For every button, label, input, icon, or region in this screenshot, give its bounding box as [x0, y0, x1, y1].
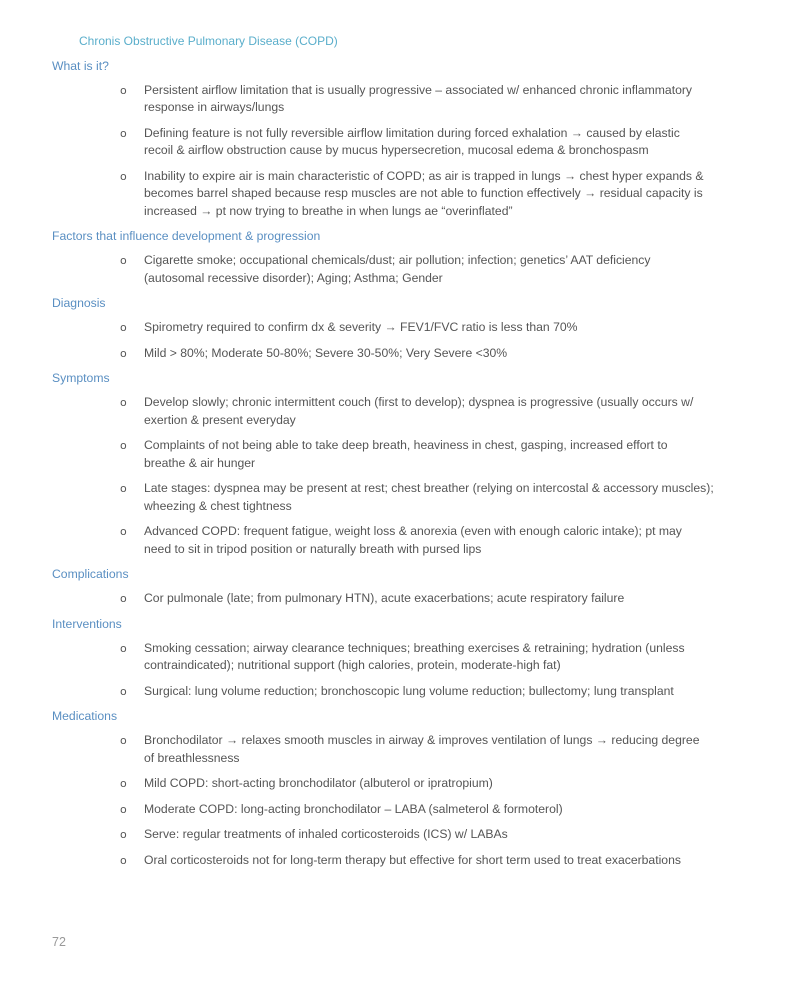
section-heading: Interventions [52, 616, 122, 631]
section-heading: Medications [52, 709, 118, 723]
circle-bullet-icon: o [120, 592, 127, 605]
list-item [120, 523, 744, 558]
list-item [120, 125, 744, 160]
list-item [120, 394, 744, 429]
section [0, 228, 794, 287]
circle-bullet-icon: o [120, 802, 127, 816]
list-item-text: Cor pulmonale (late; from pulmonary HTN), acute exacerbations; acute respiratory failure [144, 591, 625, 605]
list-item [120, 590, 744, 608]
list-item [120, 252, 744, 287]
list-item-text: Surgical: lung volume reduction; bronchoscopic lung volume reduction; bullectomy; lung transplant [144, 683, 674, 698]
circle-bullet-icon: o [120, 346, 127, 360]
document-title: Chronis Obstructive Pulmonary Disease (COPD) [79, 34, 338, 48]
list-item-text: Defining feature is not fully reversible airflow limitation during forced exhalation → caused by elastic recoil & airflow obstruction cause by mucus hypersecretion, mucosal edema & bronchospasm [144, 125, 680, 157]
circle-bullet-icon: o [120, 439, 127, 452]
list-item-text: Mild > 80%; Moderate 50-80%; Severe 30-50%; Very Severe <30% [144, 345, 508, 360]
circle-bullet-icon: o [120, 853, 127, 867]
section [0, 295, 794, 362]
circle-bullet-icon: o [120, 126, 127, 140]
circle-bullet-icon: o [120, 169, 127, 183]
section [0, 370, 794, 558]
document-body [0, 56, 794, 877]
circle-bullet-icon: o [120, 396, 127, 409]
list-item [120, 801, 744, 819]
list-item [120, 826, 744, 844]
circle-bullet-icon: o [120, 482, 127, 495]
circle-bullet-icon: o [120, 777, 127, 790]
circle-bullet-icon: o [120, 828, 127, 841]
page-number: 72 [52, 935, 66, 949]
circle-bullet-icon: o [120, 684, 127, 698]
list-item [120, 852, 744, 870]
list-item [120, 82, 744, 117]
circle-bullet-icon: o [120, 321, 127, 334]
section-heading: Diagnosis [52, 296, 106, 310]
list-item [120, 775, 744, 793]
circle-bullet-icon: o [120, 525, 127, 538]
section-heading: What is it? [52, 58, 109, 73]
list-item [120, 168, 744, 221]
circle-bullet-icon: o [120, 254, 127, 267]
list-item-text: Oral corticosteroids not for long-term therapy but effective for short term used to treat exacerbations [144, 852, 681, 867]
list-item-text: Spirometry required to confirm dx & severity → FEV1/FVC ratio is less than 70% [144, 320, 578, 334]
list-item-text: Cigarette smoke; occupational chemicals/dust; air pollution; infection; genetics’ AAT deficiency (autosomal recessive disorder); Aging; Asthma; Gender [144, 253, 651, 285]
list-item-text: Mild COPD: short-acting bronchodilator (albuterol or ipratropium) [144, 776, 493, 790]
section-heading: Complications [52, 567, 129, 581]
list-item-text: Persistent airflow limitation that is usually progressive – associated w/ enhanced chronic inflammatory response in airways/lungs [144, 82, 693, 114]
list-item-text: Complaints of not being able to take deep breath, heaviness in chest, gasping, increased effort to breathe & air hunger [144, 438, 668, 470]
list-item-text: Inability to expire air is main characteristic of COPD; as air is trapped in lungs → chest hyper expands & becomes barrel shaped because resp muscles are not able to function effectively → residual capacity is increased → pt now trying to breathe in when lungs ae “overinflated” [144, 168, 704, 218]
list-item [120, 640, 744, 675]
list-item-text: Smoking cessation; airway clearance techniques; breathing exercises & retraining; hydration (unless contraindicated); nutritional support (high calories, protein, moderate-high fat) [144, 640, 685, 672]
list-item [120, 683, 744, 701]
section-heading: Factors that influence development & progression [52, 229, 321, 243]
section [0, 616, 794, 701]
list-item [120, 437, 744, 472]
circle-bullet-icon: o [120, 83, 127, 97]
list-item [120, 345, 744, 363]
list-item-text: Serve: regular treatments of inhaled corticosteroids (ICS) w/ LABAs [144, 827, 508, 841]
list-item-text: Develop slowly; chronic intermittent couch (first to develop); dyspnea is progressive (usually occurs w/ exertion & present everyday [144, 395, 694, 427]
list-item [120, 480, 744, 515]
section [0, 708, 794, 869]
list-item [120, 732, 744, 767]
section [0, 566, 794, 608]
list-item-text: Advanced COPD: frequent fatigue, weight loss & anorexia (even with enough caloric intake); pt may need to sit in tripod position or naturally breath with pursed lips [144, 524, 682, 556]
list-item [120, 319, 744, 337]
list-item-text: Bronchodilator → relaxes smooth muscles in airway & improves ventilation of lungs → reducing degree of breathlessness [144, 733, 700, 765]
circle-bullet-icon: o [120, 641, 127, 655]
list-item-text: Moderate COPD: long-acting bronchodilator – LABA (salmeterol & formoterol) [144, 801, 563, 816]
section-heading: Symptoms [52, 371, 110, 385]
list-item-text: Late stages: dyspnea may be present at rest; chest breather (relying on intercostal & accessory muscles); wheezing & chest tightness [144, 481, 714, 513]
circle-bullet-icon: o [120, 734, 127, 747]
section [0, 58, 794, 221]
